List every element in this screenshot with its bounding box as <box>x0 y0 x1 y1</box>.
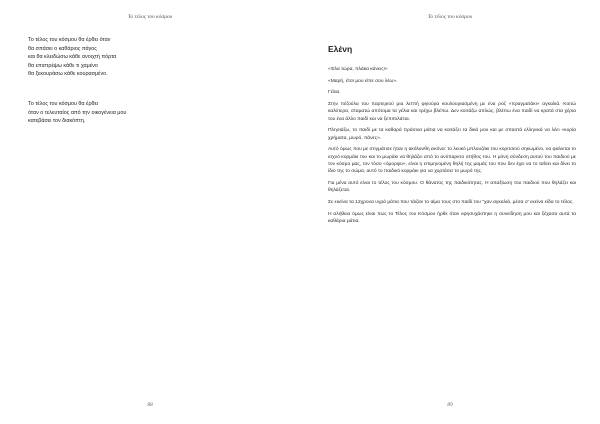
poem-line: και θα κλειδώσω κάθε ανοιχτή πόρτα <box>28 54 117 61</box>
chapter-title: Ελένη <box>328 44 353 54</box>
paragraph: Στην πέζούλα του παρτεριού μια λεπτή φιγούρα κουλουριασμένη με ένα ροζ «πραγματάκι» αγκαλιά. Κοιτώ καλύτερα, σταματώ απότομα τα γέλια και τρέχω βλέπω. Δεν κοιτάζω απλώς, βλέπω ένα παιδί να κρατά στα χέρια του ένα άλλο παιδί και να ξεπιπιλιέται. <box>328 102 576 122</box>
right-page <box>300 0 600 424</box>
paragraph: «Μαρή, έτσι μου είπε σου λέω». <box>328 78 398 84</box>
poem-line: κατεβάσει τον διακόπτη. <box>28 118 86 125</box>
paragraph: Για μένα αυτό είναι το τέλος του κόσμου. Ο θάνατος της παιδικότητας. Η απαξίωση του παιδιού που θηλάζει και θηλάζεται. <box>328 180 576 194</box>
paragraph: Η αλήθεια όμως είναι πως το Τέλος του Κόσμου ήρθε όταν εφησυχάστηκε η συνείδηση μου και ξέχασα αυτά τα καθάρια μάτια. <box>328 211 576 224</box>
paragraph: Αυτό όμως που με στιγμάτισε ήταν η ακόλουθη εικόνα: το λευκό μπλουζάκι του κοριτσιού σηκωμένο, να φαίνεται το ισχνό κορμάκι του και το μωράκι να θηλάζει από το ανύπαρκτο στήθος του. Η μόνη σύνδεση αυτού του παιδιού με τον κόσμο μας, τον τόσο «όμορφο», είναι η επιμηνομένη θηλή της μαμάς του που δεν έχει να το ταΐσει και δίνει το ίδιο της το σώμα, αυτό το παιδικό κορμάκι για να χορτάσει το μωρό της. <box>328 147 576 175</box>
poem-line: Το τέλος του κόσμου θα έρθει <box>28 101 99 107</box>
paragraph: Πλησιάζω, το παιδί με τα καθαρά πράσινα μάτια να κοιτάζει τα δικά μου και με σπαστά ελληνικά να λέει «κυρία χρήματα, μωρό, πάνες». <box>328 128 576 141</box>
running-header-right: Το τέλος του κόσμου <box>427 14 473 20</box>
poem-line: Το τέλος του κόσμου θα έρθει όταν <box>28 37 111 43</box>
poem-line: όταν ο τελευταίος από την οικογένεια μου <box>28 109 127 116</box>
page-number-left: 88 <box>147 402 153 408</box>
poem-stanza-1 <box>28 36 278 79</box>
paragraph: Γέλια. <box>328 90 341 96</box>
page-number-right: 89 <box>447 402 453 408</box>
poem-line: θα σπάσει ο καθάριος πάγος <box>28 45 97 52</box>
paragraph: Σε εκείνα τα 12χρονα υγρά μάτια που τάιζαν το αίμα τους στο παιδί του "χαν αγκαλιά, μέσα σ' εκείνα είδα το τέλος. <box>328 199 574 205</box>
poem-line: θα ξεκουράσω κάθε κουρασμένο. <box>28 71 108 78</box>
paragraph: «Έλα τώρα, πλάκα κάνεις!» <box>328 67 388 72</box>
prose-body <box>328 66 576 230</box>
running-header-left: Το τέλος του κόσμου <box>127 14 173 20</box>
poem-stanza-2 <box>28 100 278 126</box>
poem-line: θα επιστρέψω κάθε τι χαμένο <box>28 62 98 69</box>
